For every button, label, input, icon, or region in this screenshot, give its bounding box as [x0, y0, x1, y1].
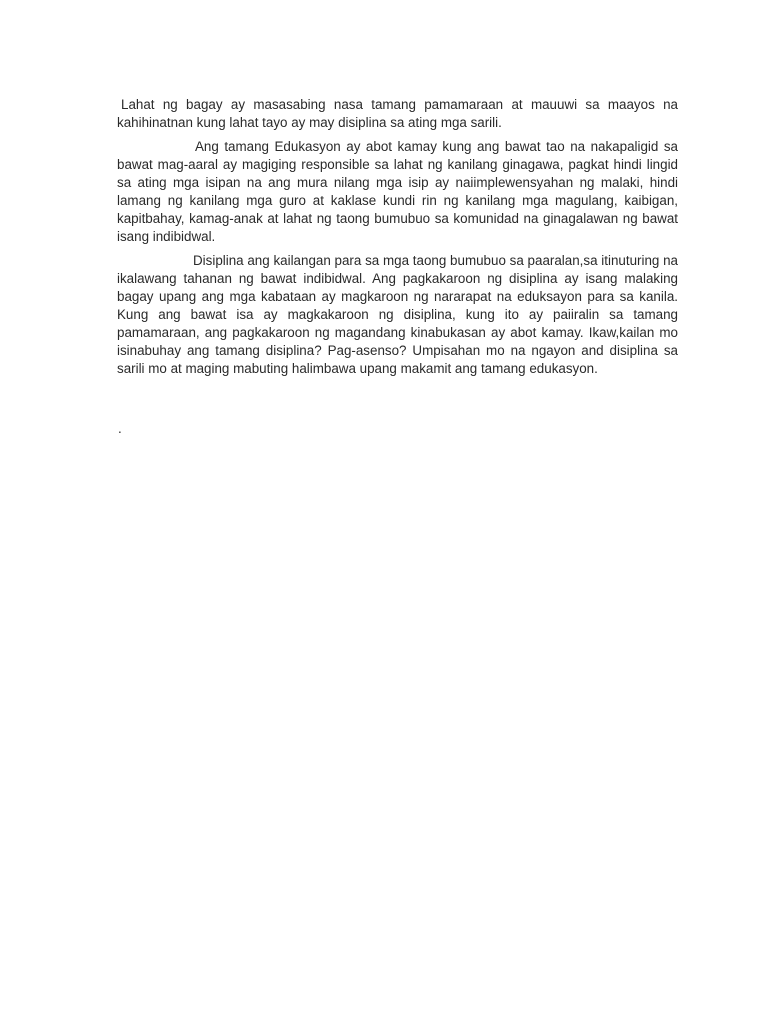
paragraph-intro: Lahat ng bagay ay masasabing nasa tamang pamamaraan at mauuwi sa maayos na kahihinatnan kung lahat tayo ay may disiplina sa ating mga sarili. — [117, 97, 678, 130]
document-body — [117, 96, 678, 384]
trailing-period: . — [118, 421, 122, 436]
paragraph-disiplina: Disiplina ang kailangan para sa mga taong bumubuo sa paaralan,sa itinuturing na ikalawang tahanan ng bawat indibidwal. Ang pagkakaroon ng disiplina ay isang malaking bagay upang ang mga kabataan ay magkaroon ng nararapat na eduksayon para sa kanila. Kung ang bawat isa ay magkakaroon ng disiplina, kung ito ay paiiralin sa tamang pamamaraan, ang pagkakaroon ng magandang kinabukasan ay abot kamay. Ikaw,kailan mo isinabuhay ang tamang disiplina? Pag-asenso? Umpisahan mo na ngayon and disiplina sa sarili mo at maging mabuting halimbawa upang makamit ang tamang edukasyon. — [117, 253, 678, 376]
paragraph-edukasyon: Ang tamang Edukasyon ay abot kamay kung ang bawat tao na nakapaligid sa bawat mag-aaral ay magiging responsible sa lahat ng kanilang ginagawa, pagkat hindi lingid sa ating mga isipan na ang mura nilang mga isip ay naiimplewensyahan ng malaki, hindi lamang ng kanilang mga guro at kaklase kundi rin ng kanilang mga magulang, kaibigan, kapitbahay, kamag-anak at lahat ng taong bumubuo sa komunidad na ginagalawan ng bawat isang indibidwal. — [117, 139, 678, 244]
